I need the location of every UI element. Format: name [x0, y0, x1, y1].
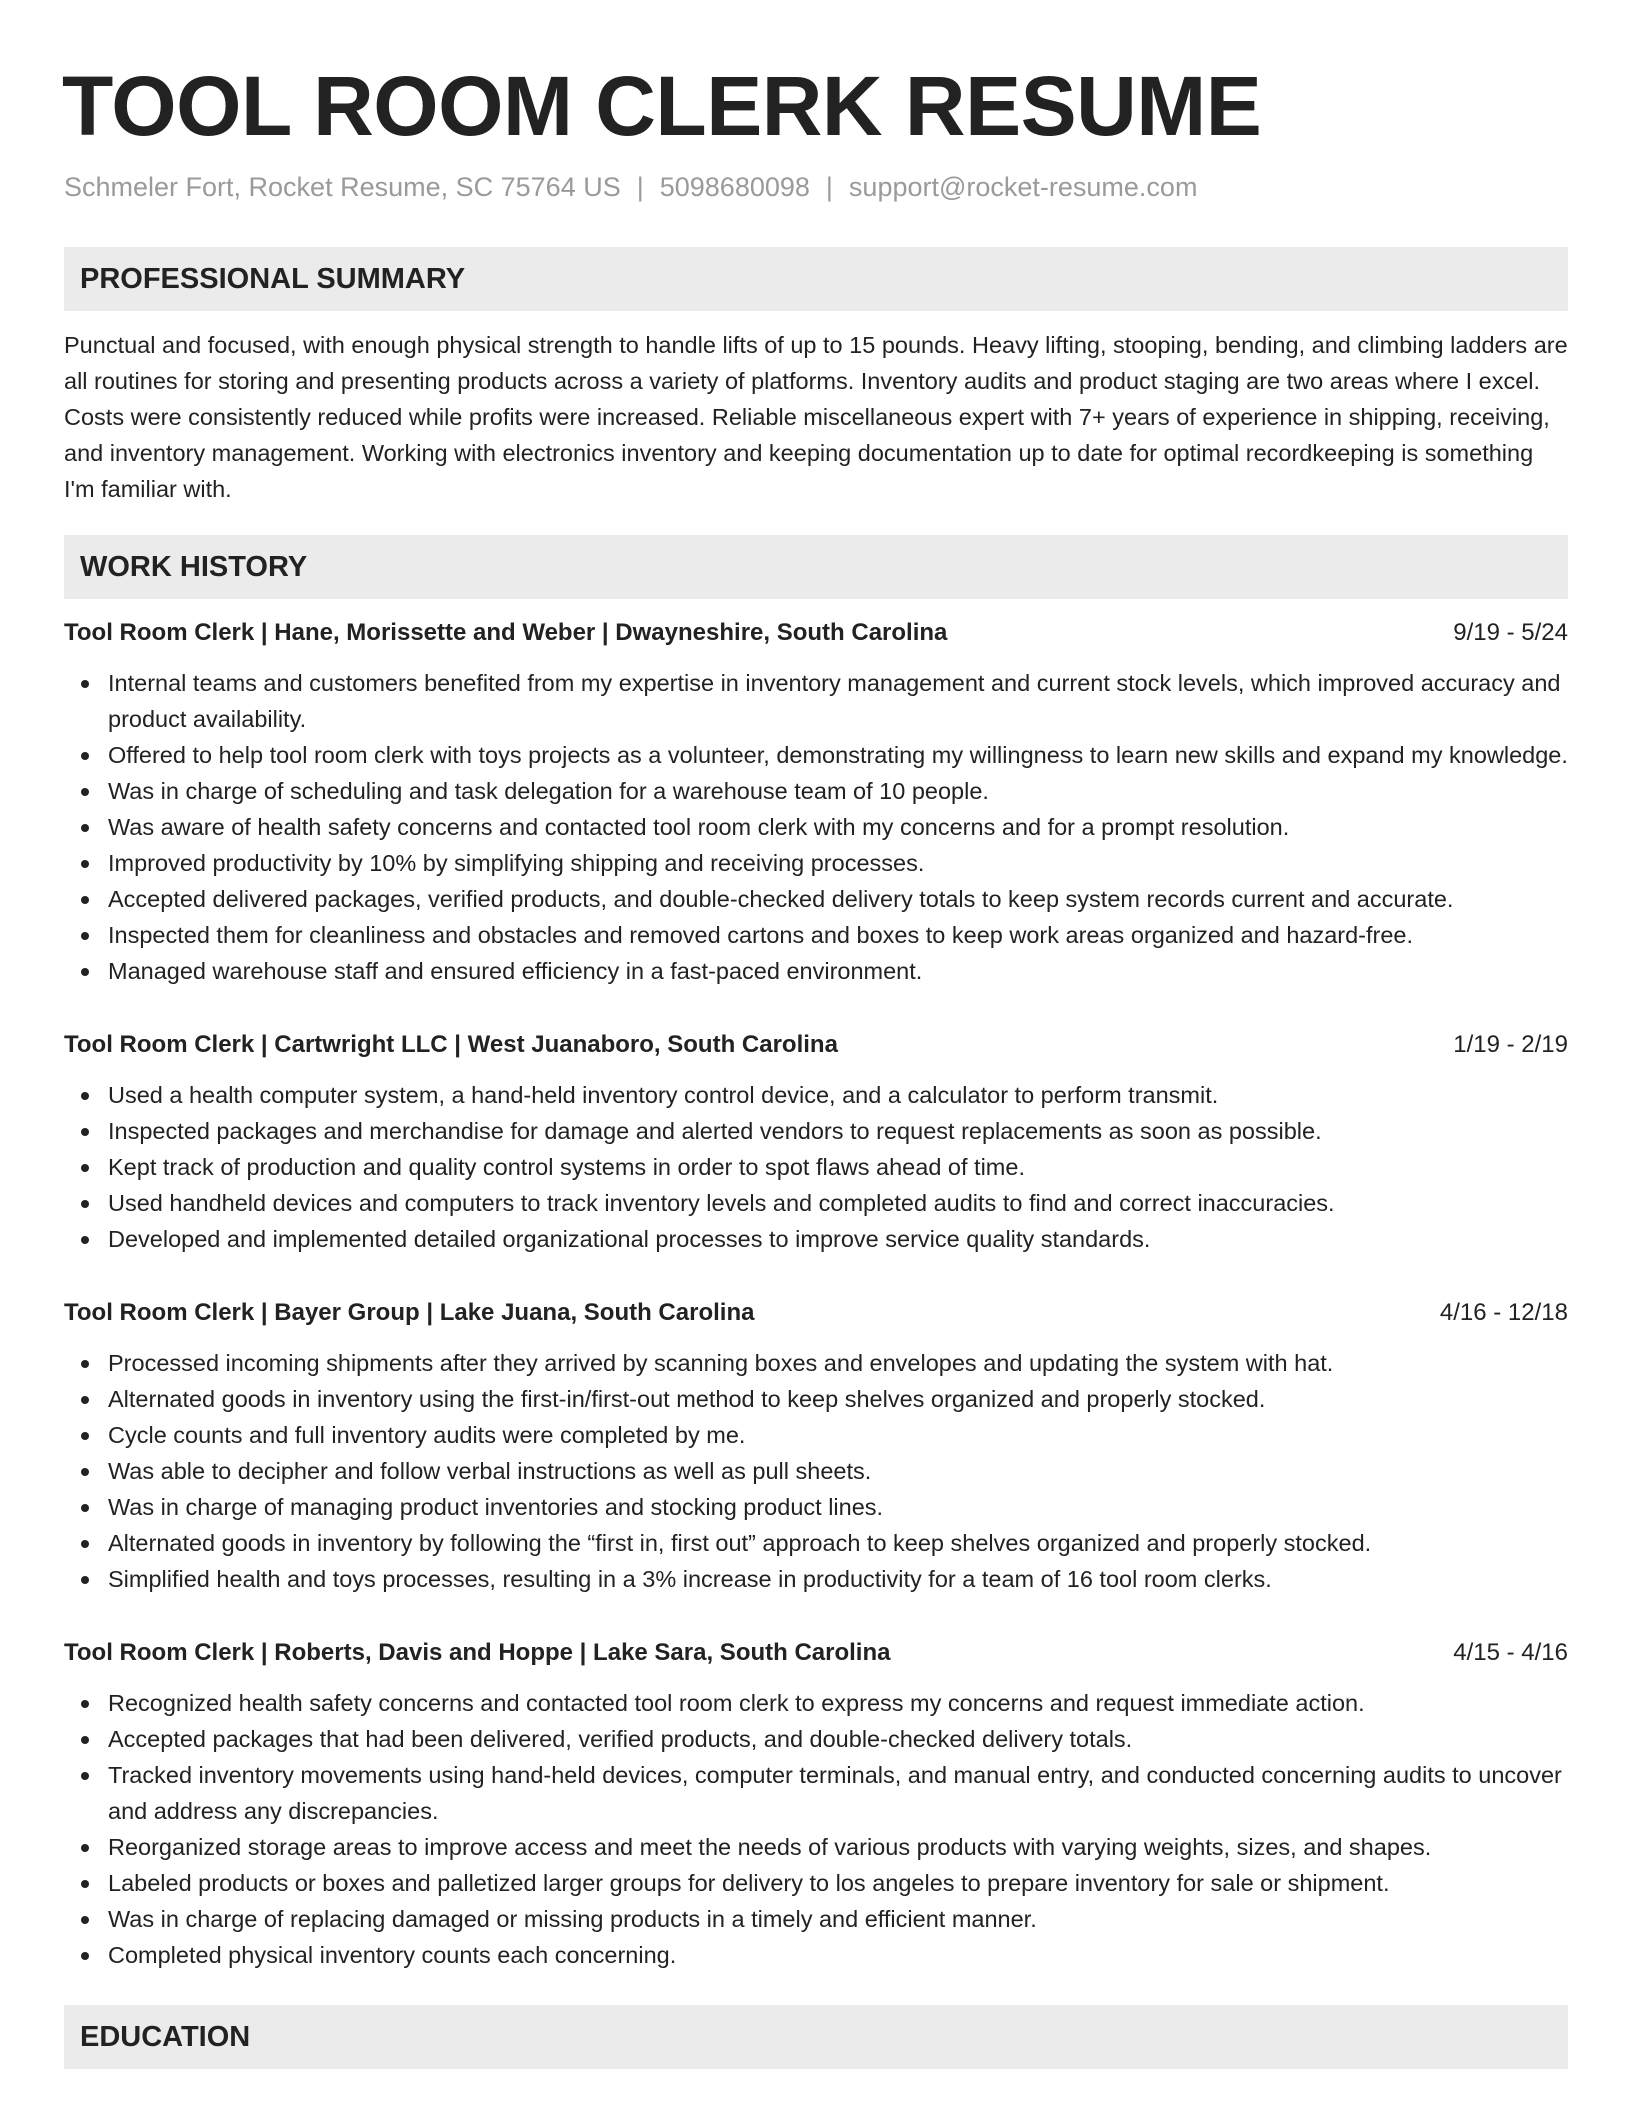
job-title: Tool Room Clerk | Hane, Morissette and Weber | Dwayneshire, South Carolina — [64, 619, 948, 646]
professional-summary-text: Punctual and focused, with enough physical strength to handle lifts of up to 15 pounds. Heavy lifting, stooping, bending, and climbing ladders are all routines for storing and presenting products across a variety of platforms. Inventory audits and product staging are two areas where I excel. Costs were consistently reduced while profits were increased. Reliable miscellaneous expert with 7+ years of experience in shipping, receiving, and inventory management. Working with electronics inventory and keeping documentation up to date for optimal recordkeeping is something I'm familiar with. — [64, 332, 1568, 502]
contact-email: support@rocket-resume.com — [848, 172, 1198, 202]
job-header — [64, 1027, 1568, 1063]
job-header — [64, 615, 1568, 651]
job-bullet: Was in charge of replacing damaged or missing products in a timely and efficient manner. — [64, 1901, 1568, 1937]
job-bullet: Accepted delivered packages, verified products, and double-checked delivery totals to keep system records current and accurate. — [64, 881, 1568, 917]
job-bullet: Inspected them for cleanliness and obstacles and removed cartons and boxes to keep work areas organized and hazard-free. — [64, 917, 1568, 953]
job-bullet: Was aware of health safety concerns and contacted tool room clerk with my concerns and for a prompt resolution. — [64, 809, 1568, 845]
job-dates: 4/16 - 12/18 — [1439, 1299, 1568, 1326]
job-dates: 9/19 - 5/24 — [1453, 619, 1568, 646]
job-dates: 4/15 - 4/16 — [1453, 1639, 1568, 1666]
job-bullet: Was able to decipher and follow verbal instructions as well as pull sheets. — [64, 1453, 1568, 1489]
job-header — [64, 1295, 1568, 1331]
job-bullet: Used handheld devices and computers to track inventory levels and completed audits to find and correct inaccuracies. — [64, 1185, 1568, 1221]
job-bullet: Tracked inventory movements using hand-held devices, computer terminals, and manual entry, and conducted concerning audits to uncover and address any discrepancies. — [64, 1757, 1568, 1829]
job-bullet: Accepted packages that had been delivered, verified products, and double-checked delivery totals. — [64, 1721, 1568, 1757]
job-bullet: Managed warehouse staff and ensured efficiency in a fast-paced environment. — [64, 953, 1568, 989]
contact-address: Schmeler Fort, Rocket Resume, SC 75764 US — [64, 172, 621, 202]
job-title: Tool Room Clerk | Roberts, Davis and Hoppe | Lake Sara, South Carolina — [64, 1639, 891, 1666]
job-bullet: Simplified health and toys processes, resulting in a 3% increase in productivity for a team of 16 tool room clerks. — [64, 1561, 1568, 1597]
job-entry — [64, 1295, 1568, 1597]
job-bullet: Used a health computer system, a hand-held inventory control device, and a calculator to perform transmit. — [64, 1077, 1568, 1113]
job-bullet: Processed incoming shipments after they arrived by scanning boxes and envelopes and updating the system with hat. — [64, 1345, 1568, 1381]
job-bullet: Developed and implemented detailed organizational processes to improve service quality standards. — [64, 1221, 1568, 1257]
job-bullet: Alternated goods in inventory by following the “first in, first out” approach to keep shelves organized and properly stocked. — [64, 1525, 1568, 1561]
job-bullet: Recognized health safety concerns and contacted tool room clerk to express my concerns and request immediate action. — [64, 1685, 1568, 1721]
job-bullet: Inspected packages and merchandise for damage and alerted vendors to request replacements as soon as possible. — [64, 1113, 1568, 1149]
job-bullet-list — [64, 665, 1568, 989]
contact-separator: | — [825, 172, 833, 202]
job-bullet: Improved productivity by 10% by simplifying shipping and receiving processes. — [64, 845, 1568, 881]
job-bullet: Offered to help tool room clerk with toys projects as a volunteer, demonstrating my willingness to learn new skills and expand my knowledge. — [64, 737, 1568, 773]
contact-phone: 5098680098 — [659, 172, 810, 202]
job-bullet: Was in charge of managing product inventories and stocking product lines. — [64, 1489, 1568, 1525]
job-entry — [64, 615, 1568, 989]
job-dates: 1/19 - 2/19 — [1453, 1031, 1568, 1058]
job-bullet-list — [64, 1685, 1568, 1973]
job-bullet-list — [64, 1345, 1568, 1597]
job-title: Tool Room Clerk | Bayer Group | Lake Juana, South Carolina — [64, 1299, 755, 1326]
job-bullet: Cycle counts and full inventory audits were completed by me. — [64, 1417, 1568, 1453]
job-bullet: Internal teams and customers benefited from my expertise in inventory management and current stock levels, which improved accuracy and product availability. — [64, 665, 1568, 737]
job-bullet: Was in charge of scheduling and task delegation for a warehouse team of 10 people. — [64, 773, 1568, 809]
job-bullet: Labeled products or boxes and palletized larger groups for delivery to los angeles to prepare inventory for sale or shipment. — [64, 1865, 1568, 1901]
job-title: Tool Room Clerk | Cartwright LLC | West Juanaboro, South Carolina — [64, 1031, 838, 1058]
job-entry — [64, 1027, 1568, 1257]
job-bullet: Alternated goods in inventory using the first-in/first-out method to keep shelves organized and properly stocked. — [64, 1381, 1568, 1417]
job-bullet: Reorganized storage areas to improve access and meet the needs of various products with varying weights, sizes, and shapes. — [64, 1829, 1568, 1865]
job-entry — [64, 1635, 1568, 1973]
work-history-heading: WORK HISTORY — [64, 535, 1568, 599]
contact-line — [64, 172, 1568, 203]
professional-summary-heading: PROFESSIONAL SUMMARY — [64, 247, 1568, 311]
job-header — [64, 1635, 1568, 1671]
work-history-list — [64, 615, 1568, 1973]
resume-title: TOOL ROOM CLERK RESUME — [62, 59, 1262, 153]
education-heading: EDUCATION — [64, 2005, 1568, 2069]
job-bullet: Completed physical inventory counts each concerning. — [64, 1937, 1568, 1973]
job-bullet-list — [64, 1077, 1568, 1257]
job-bullet: Kept track of production and quality control systems in order to spot flaws ahead of time. — [64, 1149, 1568, 1185]
contact-separator: | — [636, 172, 644, 202]
